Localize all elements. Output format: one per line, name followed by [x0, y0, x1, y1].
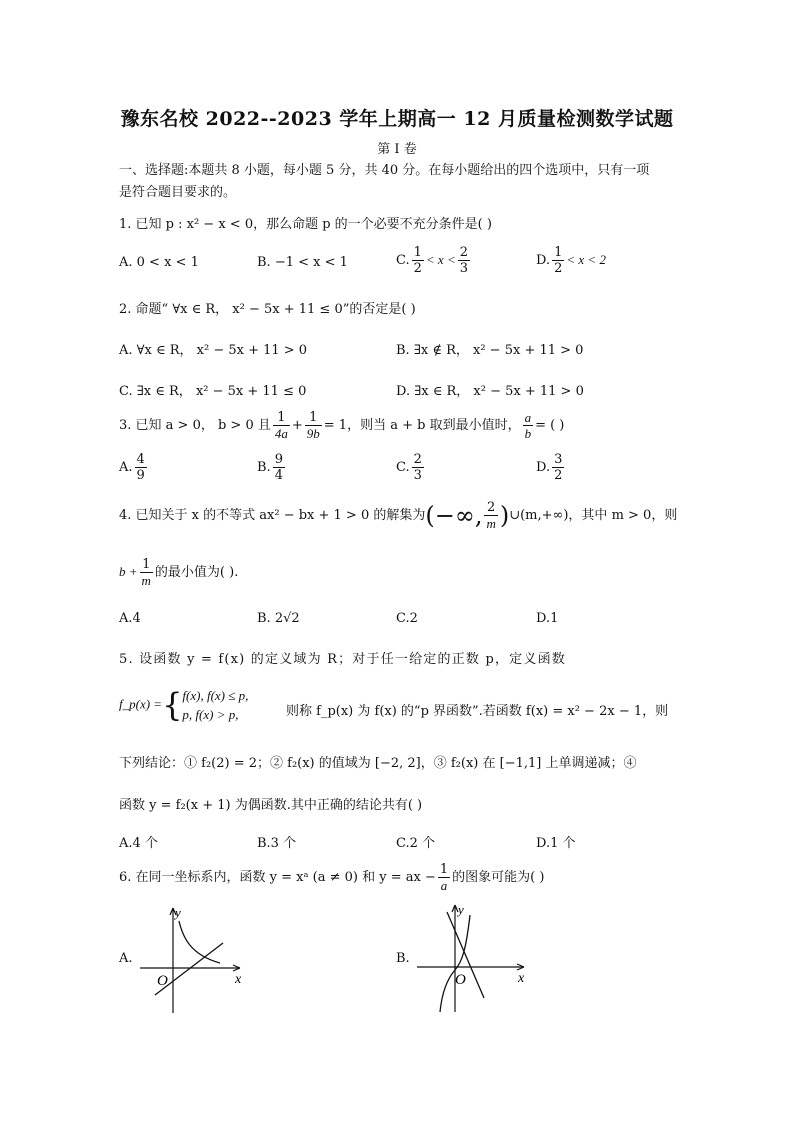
q4-option-b: B. 2√2	[257, 611, 300, 626]
q6-stem-post: 的图象可能为( )	[452, 870, 545, 885]
volume-label: 第 I 卷	[377, 142, 417, 157]
q6-option-a-label: A.	[119, 951, 133, 966]
q1-c-frac1-num: 1	[413, 245, 422, 260]
q1-d-frac-num: 1	[554, 245, 563, 260]
q5-line2-post: 则称 f_p(x) 为 f(x) 的“p 界函数”.若函数 f(x) = x² − 2x − 1，则	[286, 704, 669, 719]
q3-option-d	[536, 452, 566, 483]
q3-d-den: 2	[554, 468, 563, 483]
q4-line2-num: 1	[140, 557, 153, 573]
q3-a-num: 4	[136, 452, 145, 467]
q4-interval-open: (−∞,	[425, 501, 483, 530]
q1-c-mid: < x <	[425, 252, 456, 267]
q4-line2-pre: b +	[119, 564, 138, 579]
q1-c-frac2-num: 2	[459, 245, 469, 260]
q3-stem-mid: = 1，则当 a + b 取到最小值时，	[323, 418, 521, 433]
section-instructions-line1: 一、选择题:本题共 8 小题，每小题 5 分，共 40 分。在每小题给出的四个选项中，只有一项	[119, 163, 650, 178]
q3-frac1-den: 4a	[274, 426, 288, 441]
q5-option-d: D.1 个	[536, 836, 576, 851]
q3-stem	[119, 410, 564, 441]
q1-option-b: B. −1 < x < 1	[257, 255, 348, 270]
q2-option-d: D. ∃x ∈ R， x² − 5x + 11 > 0	[396, 384, 584, 399]
q3-option-c-label: C.	[396, 460, 410, 475]
q6-graph-a	[135, 903, 250, 1018]
q4-union: ∪(m,+∞)，其中 m > 0，则	[509, 508, 678, 523]
q5-option-c: C.2 个	[396, 836, 436, 851]
q2-stem: 2. 命题“ ∀x ∈ R， x² − 5x + 11 ≤ 0”的否定是( )	[119, 302, 416, 317]
q1-c-frac1-den: 2	[413, 261, 422, 276]
q3-d-num: 3	[554, 452, 563, 467]
q6-stem-pre: 6. 在同一坐标系内，函数 y = xᵃ (a ≠ 0) 和 y = ax −	[119, 870, 436, 885]
q5-line1: 5. 设函数 y = f(x) 的定义域为 R；对于任一给定的正数 p，定义函数	[119, 652, 566, 667]
q3-frac2-den: 9b	[306, 426, 320, 441]
q6-a-x-label: x	[235, 972, 242, 987]
q5-line4: 函数 y = f₂(x + 1) 为偶函数.其中正确的结论共有( )	[119, 798, 423, 813]
q3-option-a	[119, 452, 149, 483]
q1-d-frac-den: 2	[554, 261, 563, 276]
q6-frac-num: 1	[439, 862, 449, 877]
q4-interval-den: m	[486, 516, 496, 531]
q6-a-origin-label: O	[157, 973, 168, 989]
q5-option-a: A.4 个	[119, 836, 158, 851]
q5-case1: f(x), f(x) ≤ p,	[182, 688, 249, 703]
section-instructions-line2: 是符合题目要求的。	[119, 185, 237, 200]
q6-b-origin-label: O	[455, 972, 466, 988]
q3-plus: +	[291, 418, 303, 433]
q3-option-b-label: B.	[257, 460, 271, 475]
q4-interval-close: )	[499, 501, 510, 530]
q3-frac3-den: b	[524, 426, 532, 441]
q6-b-y-label: y	[458, 902, 464, 917]
q1-option-c	[396, 245, 472, 276]
q6-frac-den: a	[440, 878, 448, 893]
q4-line2-den: m	[141, 573, 151, 588]
q3-c-num: 2	[413, 452, 422, 467]
q3-frac2-num: 1	[305, 410, 322, 426]
q3-stem-pre: 3. 已知 a > 0， b > 0 且	[119, 418, 271, 433]
q4-line2-post: 的最小值为( ).	[154, 565, 239, 580]
q3-option-a-label: A.	[119, 460, 133, 475]
q6-a-power-curve	[179, 921, 220, 963]
q4-option-a: A.4	[119, 611, 141, 626]
q1-option-d-label: D.	[536, 253, 551, 268]
q4-stem	[119, 500, 677, 531]
q6-stem	[119, 862, 544, 893]
q5-case2: p, f(x) > p,	[182, 707, 239, 722]
q3-option-b	[257, 452, 287, 483]
q1-d-rest: < x < 2	[566, 252, 606, 267]
q3-option-c	[396, 452, 426, 483]
q5-line3: 下列结论：① f₂(2) = 2；② f₂(x) 的值域为 [−2, 2]，③ f₂(x) 在 [−1,1] 上单调递减；④	[119, 756, 637, 771]
q3-b-den: 4	[274, 468, 283, 483]
q5-brace: {	[162, 686, 183, 724]
q1-c-frac2-den: 3	[459, 261, 469, 276]
q5-option-b: B.3 个	[257, 836, 297, 851]
q3-stem-end: = ( )	[535, 418, 565, 433]
q5-definition	[119, 686, 248, 724]
q5-lhs: f_p(x) =	[119, 696, 163, 712]
q2-option-a: A. ∀x ∈ R， x² − 5x + 11 > 0	[119, 343, 308, 358]
q4-interval-num: 2	[484, 500, 497, 516]
q1-option-a: A. 0 < x < 1	[119, 255, 199, 270]
q6-option-b-label: B.	[396, 951, 410, 966]
q3-frac1-num: 1	[273, 410, 290, 426]
q6-graph-b	[412, 900, 530, 1018]
q6-b-x-label: x	[518, 971, 525, 986]
q2-option-c: C. ∃x ∈ R， x² − 5x + 11 ≤ 0	[119, 384, 307, 399]
q4-line2	[119, 557, 238, 588]
q4-stem-pre: 4. 已知关于 x 的不等式 ax² − bx + 1 > 0 的解集为	[119, 508, 426, 523]
q3-option-d-label: D.	[536, 460, 551, 475]
q6-a-y-label: y	[175, 905, 181, 920]
q3-frac3-num: a	[524, 410, 532, 425]
q1-option-d	[536, 245, 606, 276]
q3-b-num: 9	[274, 452, 283, 467]
q2-option-b: B. ∃x ∉ R， x² − 5x + 11 > 0	[396, 343, 584, 358]
q1-option-c-label: C.	[396, 253, 410, 268]
q4-option-c: C.2	[396, 611, 418, 626]
q3-c-den: 3	[413, 468, 422, 483]
q1-stem: 1. 已知 p : x² − x < 0，那么命题 p 的一个必要不充分条件是( )	[119, 217, 492, 232]
q4-option-d: D.1	[536, 611, 559, 626]
q3-a-den: 9	[136, 468, 145, 483]
page-title: 豫东名校 2022--2023 学年上期高一 12 月质量检测数学试题	[120, 108, 674, 130]
